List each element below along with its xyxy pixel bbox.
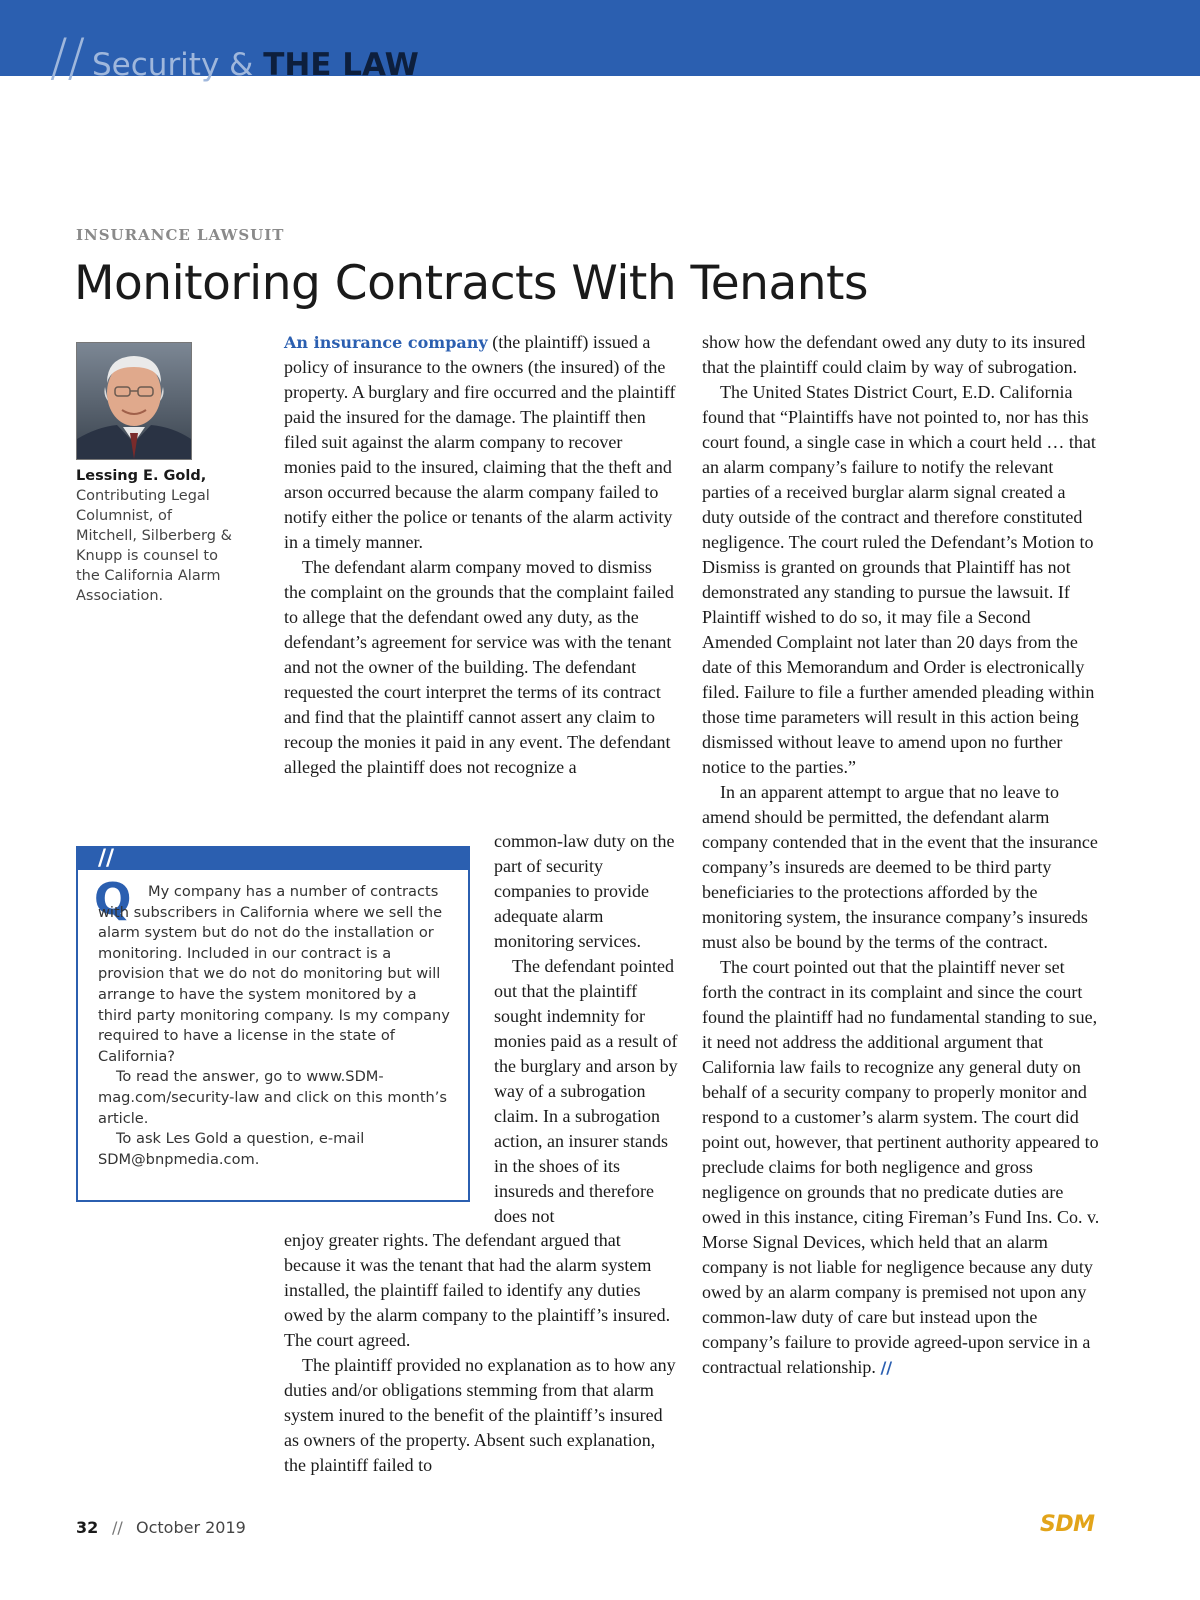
author-name: Lessing E. Gold,	[76, 468, 207, 484]
portrait-image	[77, 343, 191, 459]
body-paragraph: The plaintiff provided no explanation as to how any duties and/or obligations stemming from that alarm system inured to the benefit of the plaintiff’s insured as owners of the property. Absent such explanation, the plaintiff failed to	[284, 1355, 676, 1475]
qa-question: My company has a number of contracts with subscribers in California where we sell the alarm system but do not do the installation or monitoring. Included in our contract is a provision that we do not do monitoring but will arrange to have the system monitored by a third party monitoring company. Is my company required to have a license in the state of California?	[98, 883, 450, 1065]
article-kicker: INSURANCE LAWSUIT	[76, 226, 285, 244]
article-title: Monitoring Contracts With Tenants	[74, 256, 868, 311]
section-title-bold: THE LAW	[263, 47, 419, 83]
body-paragraph: The defendant alarm company moved to dismiss the complaint on the grounds that the complaint failed to allege that the defendant owed any duty, as the defendant’s agreement for service was with the tenant and not the owner of the building. The defendant requested the court interpret the terms of its contract and find that the plaintiff cannot assert any claim to recoup the monies it paid in any event. The defendant alleged the plaintiff does not recognize a	[284, 557, 674, 777]
body-paragraph: show how the defendant owed any duty to its insured that the plaintiff could claim by way of subrogation.	[702, 332, 1086, 377]
body-paragraph: In an apparent attempt to argue that no leave to amend should be permitted, the defendant alarm company contended that in the event that the insurance company’s insureds are deemed to be third party beneficiaries to the protections afforded by the monitoring system, the insurance company’s insureds must also be bound by the terms of the contract.	[702, 782, 1098, 952]
body-paragraph: The United States District Court, E.D. California found that “Plaintiffs have not pointed to, nor has this court found, a single case in which a court held … that an alarm company’s failure to notify the relevant parties of a received burglar alarm signal created a duty outside of the contract and therefore constituted negligence. The court ruled the Defendant’s Motion to Dismiss is granted on grounds that Plaintiff has not demonstrated any standing to pursue the lawsuit. If Plaintiff wished to do so, it may file a Second Amended Complaint not later than 20 days from the date of this Memorandum and Order is electronically filed. Failure to file a further amended pleading within those time parameters will result in this action being dismissed without leave to amend upon no further notice to the parties.”	[702, 382, 1096, 777]
qa-box-header-bar	[78, 848, 468, 870]
issue-date: October 2019	[136, 1518, 246, 1537]
lead-in: An insurance company	[284, 333, 488, 352]
body-paragraph: enjoy greater rights. The defendant argued that because it was the tenant that had the alarm system installed, the plaintiff failed to identify any duties owed by the alarm company to the plaintiff’s insured. The court agreed.	[284, 1230, 671, 1350]
qa-slash-mark: //	[98, 846, 115, 871]
question-q-icon: Q	[94, 874, 132, 925]
header-slash-mark: //	[50, 28, 86, 88]
sdm-logo: SDM	[1040, 1512, 1095, 1537]
body-column-1-narrow	[494, 829, 680, 1229]
section-title	[92, 47, 419, 83]
body-paragraph: The court pointed out that the plaintiff never set forth the contract in its complaint and since the court found the plaintiff had no fundamental standing to sue, it need not address the additional argument that California law fails to recognize any general duty on behalf of a security company to properly monitor and respond to a customer’s alarm system. The court did point out, however, that pertinent authority appeared to preclude claims for both negligence and gross negligence on grounds that no predicate duties are owed in this instance, citing Fireman’s Fund Ins. Co. v. Morse Signal Devices, which held that an alarm company is not liable for negligence because any duty owed by an alarm company is premised not upon any common-law duty of care but instead upon the company’s failure to provide agreed-upon service in a contractual relationship.	[702, 957, 1100, 1377]
author-portrait	[76, 342, 192, 460]
qa-text	[98, 882, 452, 1170]
author-description: Contributing Legal Columnist, of Mitchell, Silberberg & Knupp is counsel to the California Alarm Association.	[76, 488, 232, 604]
body-paragraph: common-law duty on the part of security companies to provide adequate alarm monitoring services.	[494, 831, 675, 951]
author-bio	[76, 466, 236, 606]
body-column-2	[702, 330, 1100, 1380]
qa-read-answer[interactable]: To read the answer, go to www.SDM-mag.com/security-law and click on this month’s article.	[98, 1068, 448, 1127]
body-column-1-bottom	[284, 1228, 676, 1478]
section-title-light: Security &	[92, 47, 264, 83]
qa-ask-contact[interactable]: To ask Les Gold a question, e-mail SDM@bnpmedia.com.	[98, 1130, 365, 1168]
body-column-1-top	[284, 330, 676, 780]
page-number: 32	[76, 1518, 99, 1537]
end-mark: //	[880, 1358, 893, 1377]
body-paragraph: (the plaintiff) issued a policy of insurance to the owners (the insured) of the property. A burglary and fire occurred and the plaintiff paid the insured for the damage. The plaintiff then filed suit against the alarm company to recover monies paid to the insured, claiming that the theft and arson occurred because the alarm company failed to notify either the police or tenants of the alarm activity in a timely manner.	[284, 332, 676, 552]
footer-separator: //	[112, 1518, 123, 1537]
body-paragraph: The defendant pointed out that the plaintiff sought indemnity for monies paid as a result of the burglary and arson by way of a subrogation claim. In a subrogation action, an insurer stands in the shoes of its insureds and therefore does not	[494, 956, 678, 1226]
ask-les-gold-box	[76, 846, 470, 1202]
